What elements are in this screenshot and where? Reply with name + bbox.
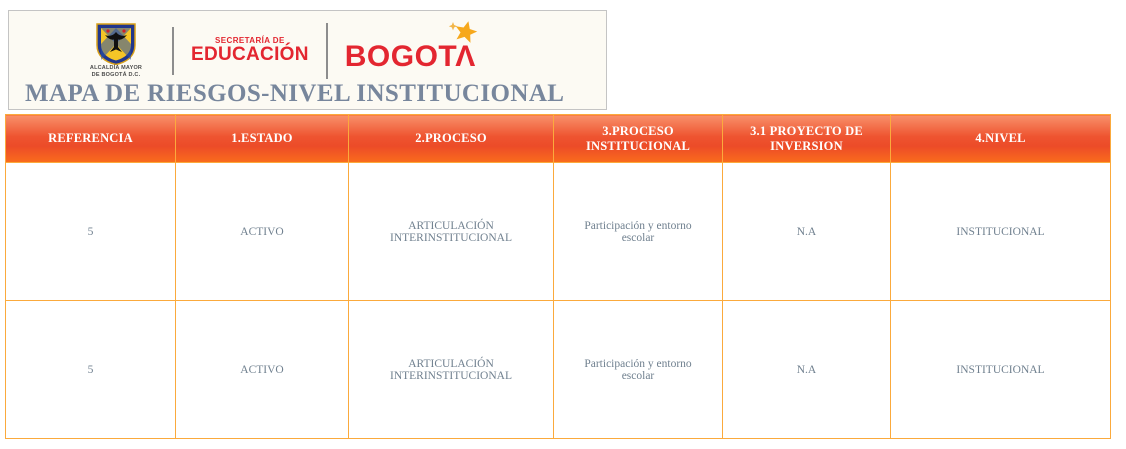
secretaria-line1: SECRETARÍA DE bbox=[215, 35, 285, 45]
secretaria-educacion-logo bbox=[191, 37, 309, 65]
logo-divider bbox=[326, 23, 328, 79]
cell-proyecto-inversion: N.A bbox=[723, 163, 891, 301]
page-title: MAPA DE RIESGOS-NIVEL INSTITUCIONAL bbox=[25, 80, 565, 107]
header-cell-estado: 1.ESTADO bbox=[176, 115, 349, 163]
bogota-lambda: Λ bbox=[455, 40, 476, 73]
alcaldia-caption-line1: ALCALDÍA MAYOR bbox=[89, 64, 143, 71]
cell-estado: ACTIVO bbox=[176, 301, 349, 439]
risk-map-table bbox=[5, 114, 1111, 439]
institutional-header-box bbox=[8, 10, 607, 110]
table-header-row bbox=[6, 115, 1111, 163]
header-cell-proyecto-inversion: 3.1 PROYECTO DE INVERSION bbox=[723, 115, 891, 163]
alcaldia-logo bbox=[77, 23, 155, 80]
cell-referencia: 5 bbox=[6, 301, 176, 439]
cell-nivel: INSTITUCIONAL bbox=[891, 301, 1111, 439]
table-row bbox=[6, 301, 1111, 439]
cell-proceso: ARTICULACIÓN INTERINSTITUCIONAL bbox=[349, 163, 554, 301]
cell-proceso-institucional: Participación y entorno escolar bbox=[554, 163, 723, 301]
cell-proceso: ARTICULACIÓN INTERINSTITUCIONAL bbox=[349, 301, 554, 439]
logo-divider bbox=[172, 27, 174, 75]
header-cell-referencia: REFERENCIA bbox=[6, 115, 176, 163]
cell-referencia: 5 bbox=[6, 163, 176, 301]
cell-nivel: INSTITUCIONAL bbox=[891, 163, 1111, 301]
secretaria-line2: EDUCACIÓN bbox=[191, 44, 309, 66]
cell-proyecto-inversion: N.A bbox=[723, 301, 891, 439]
bogota-wordmark: BOGOT bbox=[344, 40, 458, 73]
header-cell-nivel: 4.NIVEL bbox=[891, 115, 1111, 163]
cell-proceso-institucional: Participación y entorno escolar bbox=[554, 301, 723, 439]
alcaldia-caption-line2: DE BOGOTÁ D.C. bbox=[91, 72, 141, 78]
table-row bbox=[6, 163, 1111, 301]
header-cell-proceso-institucional: 3.PROCESO INSTITUCIONAL bbox=[554, 115, 723, 163]
cell-estado: ACTIVO bbox=[176, 163, 349, 301]
star-icon bbox=[446, 19, 480, 49]
header-cell-proceso: 2.PROCESO bbox=[349, 115, 554, 163]
logo-row bbox=[9, 11, 606, 83]
bogota-logo bbox=[345, 30, 476, 72]
alcaldia-coat-of-arms-icon bbox=[94, 23, 138, 65]
